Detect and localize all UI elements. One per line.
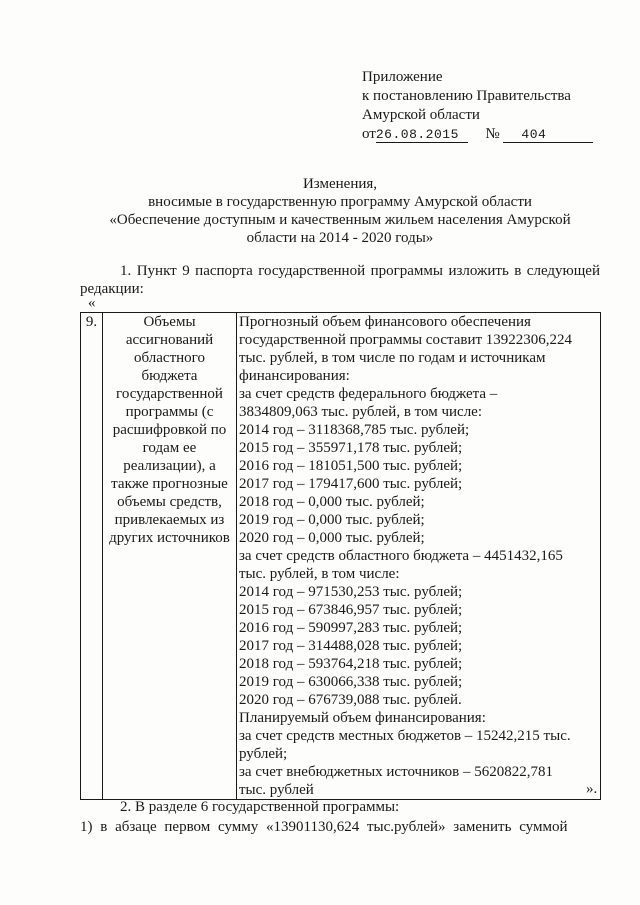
- text-line: 2017 год – 179417,600 тыс. рублей;: [239, 476, 463, 492]
- text-line: Прогнозный объем финансового обеспечения: [239, 314, 531, 330]
- text-line: тыс. рублей, в том числе:: [239, 566, 400, 582]
- table-row: [81, 313, 601, 800]
- text-line: 3834809,063 тыс. рублей, в том числе:: [239, 404, 483, 420]
- label-line: бюджета: [141, 368, 198, 384]
- text-line: 2014 год – 3118368,785 тыс. рублей;: [239, 422, 470, 438]
- title-line-2: вносимые в государственную программу Амурской области: [148, 194, 532, 210]
- text-line: 2015 год – 355971,178 тыс. рублей;: [239, 440, 463, 456]
- text-line: Планируемый объем финансирования:: [239, 710, 486, 726]
- label-line: ассигнований: [125, 332, 214, 348]
- text-line: 2018 год – 593764,218 тыс. рублей;: [239, 656, 463, 672]
- title-line-3: «Обеспечение доступным и качественным жильем населения Амурской: [109, 212, 571, 228]
- paragraph-2: 2. В разделе 6 государственной программы:: [120, 799, 400, 815]
- label-line: также прогнозные: [111, 476, 228, 492]
- text-line: за счет средств местных бюджетов – 15242,215 тыс.: [239, 728, 571, 744]
- label-line: объемы средств,: [117, 494, 222, 510]
- text-line: государственной программы составит 13922306,224: [239, 332, 573, 348]
- text-line: за счет средств федерального бюджета –: [239, 386, 498, 402]
- label-line: реализации), а: [123, 458, 216, 474]
- text-line: 2020 год – 0,000 тыс. рублей;: [239, 530, 425, 546]
- appendix-line-resolution: к постановлению Правительства: [362, 88, 571, 104]
- paragraph-3: 1) в абзаце первом сумму «13901130,624 тыс.рублей» заменить суммой: [80, 819, 568, 835]
- appendix-title: Приложение: [362, 69, 443, 85]
- text-line: 2015 год – 673846,957 тыс. рублей;: [239, 602, 463, 618]
- text-line: за счет внебюджетных источников – 5620822,781: [239, 764, 554, 780]
- text-line: финансирования:: [239, 368, 350, 384]
- appendix-date-number-line: [362, 125, 622, 144]
- label-line: расшифровкой по: [112, 422, 227, 438]
- number-label: №: [485, 126, 500, 142]
- label-line: годам ее: [142, 440, 197, 456]
- text-line: рублей;: [239, 746, 288, 762]
- opening-quote: «: [88, 295, 96, 311]
- label-cell: [103, 313, 237, 800]
- label-line: программы (с: [125, 404, 214, 420]
- label-line: государственной: [116, 386, 223, 402]
- text-line: тыс. рублей, в том числе по годам и источникам: [239, 350, 546, 366]
- label-line: Объемы: [143, 314, 196, 330]
- closing-quote: ».: [586, 781, 598, 797]
- document-title: [60, 175, 620, 247]
- text-line: 2017 год – 314488,028 тыс. рублей;: [239, 638, 463, 654]
- text-line: 2016 год – 181051,500 тыс. рублей;: [239, 458, 463, 474]
- text-cell: [237, 313, 601, 800]
- appendix-line-region: Амурской области: [362, 107, 480, 123]
- text-line: тыс. рублей: [239, 782, 314, 798]
- row-number: 9.: [81, 313, 103, 800]
- text-line: 2019 год – 0,000 тыс. рублей;: [239, 512, 425, 528]
- resolution-date: 26.08.2015: [376, 127, 468, 143]
- appendix-header: [362, 68, 622, 144]
- date-prefix: от: [362, 126, 376, 142]
- text-line: 2018 год – 0,000 тыс. рублей;: [239, 494, 425, 510]
- text-line: 2014 год – 971530,253 тыс. рублей;: [239, 584, 463, 600]
- text-line: 2020 год – 676739,088 тыс. рублей.: [239, 692, 462, 708]
- text-line: 2016 год – 590997,283 тыс. рублей;: [239, 620, 463, 636]
- text-line: 2019 год – 630066,338 тыс. рублей;: [239, 674, 463, 690]
- label-line: других источников: [109, 530, 230, 546]
- paragraph-1: 1. Пункт 9 паспорта государственной программы изложить в следующей редакции:: [80, 263, 600, 297]
- label-line: областного: [134, 350, 205, 366]
- title-line-1: Изменения,: [302, 176, 378, 192]
- passport-table: [80, 312, 601, 800]
- title-line-4: области на 2014 - 2020 годы»: [246, 230, 434, 246]
- label-line: привлекаемых из: [114, 512, 225, 528]
- resolution-number: 404: [503, 127, 593, 143]
- text-line: за счет средств областного бюджета – 4451432,165: [239, 548, 563, 564]
